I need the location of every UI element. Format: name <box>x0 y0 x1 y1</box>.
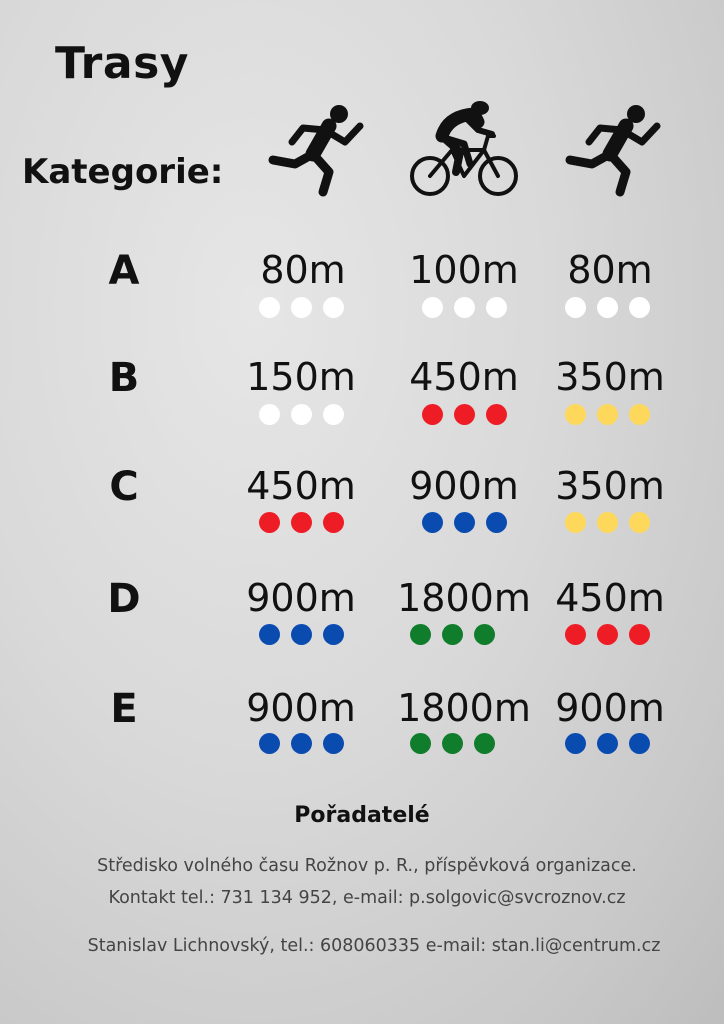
category-letter-c: C <box>109 464 139 510</box>
color-dot <box>442 624 463 645</box>
distance-e-bike: 1800m <box>397 686 531 730</box>
runner-icon <box>562 104 662 198</box>
color-dots <box>389 512 539 533</box>
page-title: Trasy <box>55 38 189 89</box>
color-dot <box>474 624 495 645</box>
cyclist-icon <box>408 100 522 200</box>
distance-a-run1: 80m <box>260 248 346 292</box>
organizers-title: Pořadatelé <box>294 803 430 828</box>
color-dot <box>291 404 312 425</box>
color-dots <box>532 733 682 754</box>
distance-d-bike: 1800m <box>397 576 531 620</box>
distance-b-run1: 150m <box>246 355 356 399</box>
color-dots <box>377 733 527 754</box>
color-dots <box>532 624 682 645</box>
distance-a-run2: 80m <box>567 248 653 292</box>
category-label: Kategorie: <box>22 152 224 192</box>
color-dot <box>454 512 475 533</box>
color-dot <box>323 512 344 533</box>
distance-c-bike: 900m <box>409 464 519 508</box>
color-dot <box>410 624 431 645</box>
color-dot <box>629 733 650 754</box>
color-dot <box>565 733 586 754</box>
color-dots <box>389 297 539 318</box>
distance-d-run2: 450m <box>555 576 665 620</box>
color-dots <box>226 624 376 645</box>
color-dot <box>291 512 312 533</box>
color-dots <box>226 404 376 425</box>
organizer-line-3: Stanislav Lichnovský, tel.: 608060335 e-mail: stan.li@centrum.cz <box>87 936 661 956</box>
color-dot <box>454 297 475 318</box>
color-dot <box>422 404 443 425</box>
category-letter-b: B <box>108 355 140 401</box>
color-dot <box>291 733 312 754</box>
color-dot <box>486 404 507 425</box>
color-dot <box>259 404 280 425</box>
color-dot <box>259 624 280 645</box>
color-dots <box>226 733 376 754</box>
color-dot <box>323 404 344 425</box>
color-dot <box>474 733 495 754</box>
color-dot <box>259 512 280 533</box>
color-dots <box>532 512 682 533</box>
category-letter-d: D <box>107 576 141 622</box>
organizer-line-1: Středisko volného času Rožnov p. R., příspěvková organizace. <box>97 856 637 876</box>
distance-b-run2: 350m <box>555 355 665 399</box>
color-dots <box>226 297 376 318</box>
distance-c-run1: 450m <box>246 464 356 508</box>
color-dot <box>486 297 507 318</box>
color-dot <box>565 624 586 645</box>
color-dot <box>259 297 280 318</box>
color-dots <box>226 512 376 533</box>
color-dot <box>629 297 650 318</box>
color-dot <box>486 512 507 533</box>
color-dot <box>259 733 280 754</box>
color-dot <box>597 512 618 533</box>
color-dot <box>565 512 586 533</box>
color-dots <box>532 297 682 318</box>
distance-d-run1: 900m <box>246 576 356 620</box>
color-dots <box>532 404 682 425</box>
color-dot <box>291 297 312 318</box>
color-dot <box>323 733 344 754</box>
color-dot <box>597 624 618 645</box>
color-dots <box>377 624 527 645</box>
category-letter-e: E <box>110 686 138 732</box>
color-dot <box>422 512 443 533</box>
distance-e-run2: 900m <box>555 686 665 730</box>
color-dot <box>629 404 650 425</box>
color-dot <box>323 624 344 645</box>
color-dot <box>442 733 463 754</box>
distance-c-run2: 350m <box>555 464 665 508</box>
runner-icon <box>265 104 365 198</box>
color-dot <box>410 733 431 754</box>
color-dot <box>597 733 618 754</box>
color-dot <box>454 404 475 425</box>
distance-e-run1: 900m <box>246 686 356 730</box>
color-dot <box>629 624 650 645</box>
color-dot <box>597 404 618 425</box>
distance-a-bike: 100m <box>409 248 519 292</box>
category-letter-a: A <box>108 248 140 294</box>
color-dot <box>291 624 312 645</box>
color-dot <box>565 297 586 318</box>
color-dots <box>389 404 539 425</box>
color-dot <box>323 297 344 318</box>
color-dot <box>629 512 650 533</box>
distance-b-bike: 450m <box>409 355 519 399</box>
color-dot <box>565 404 586 425</box>
color-dot <box>422 297 443 318</box>
organizer-line-2: Kontakt tel.: 731 134 952, e-mail: p.solgovic@svcroznov.cz <box>108 888 626 908</box>
color-dot <box>597 297 618 318</box>
